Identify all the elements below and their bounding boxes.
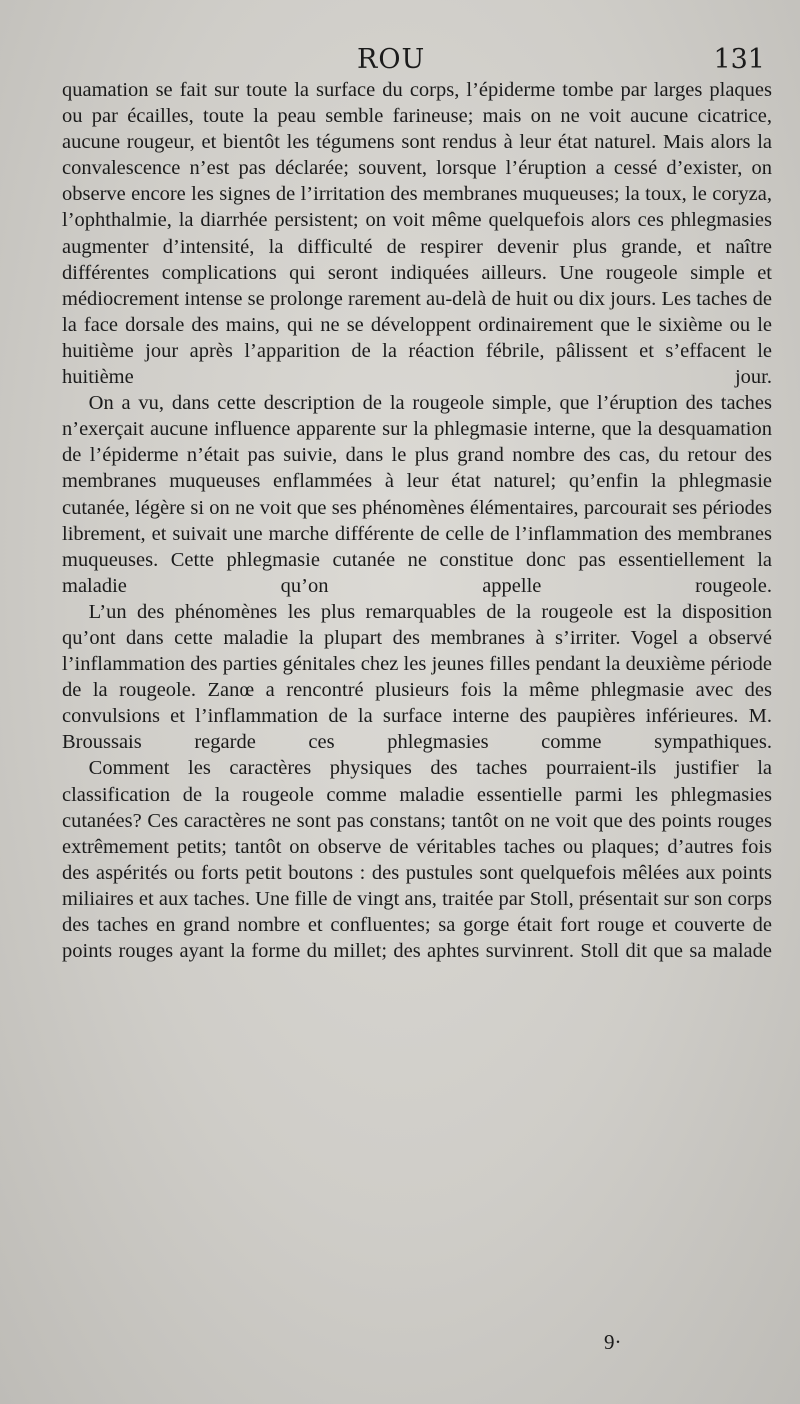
running-title: ROU xyxy=(357,44,426,75)
paragraph-description-summary: On a vu, dans cette description de la rougeole simple, que l’éruption des taches n’exerçait aucune influence apparente sur la phlegmasie interne, que la desquamation de l’épiderme n’était pas suivie, dans le plus grand nombre des cas, du retour des membranes muqueuses enflammées à leur état naturel; qu’enfin la phlegmasie cutanée, légère si on ne voit que ses phénomènes élémentaires, parcourait ses périodes librement, et suivait une marche différente de celle de l’inflammation des membranes muqueuses. Cette phlegmasie cutanée ne constitue donc pas essentiellement la maladie qu’on appelle rougeole. xyxy=(62,392,772,597)
running-head xyxy=(62,44,775,80)
body-text xyxy=(62,77,772,964)
page-number: 131 xyxy=(713,44,765,75)
signature-mark: 9· xyxy=(604,1330,622,1354)
paragraph-desquamation: quamation se fait sur toute la surface du corps, l’épiderme tombe par larges plaques ou par écailles, toute la peau semble farineuse; mais on ne voit aucune cicatrice, aucune rougeur, et bientôt les tégumens sont rendus à leur état naturel. Mais alors la convalescence n’est pas déclarée; souvent, lorsque l’éruption a cessé d’exister, on observe encore les signes de l’irritation des membranes muqueuses; la toux, le coryza, l’ophthalmie, la diarrhée persistent; on voit même quelquefois alors ces phlegmasies augmenter d’intensité, la difficulté de respirer devenir plus grande, et naître différentes complications qui seront indiquées ailleurs. Une rougeole simple et médiocrement intense se prolonge rarement au-delà de huit ou dix jours. Les taches de la face dorsale des mains, qui ne se développent ordinairement que le sixième ou le huitième jour après l’apparition de la réaction fébrile, pâlissent et s’effacent le huitième jour. xyxy=(62,79,772,389)
paragraph-irritation: L’un des phénomènes les plus remarquables de la rougeole est la disposition qu’ont dans cette maladie la plupart des membranes à s’irriter. Vogel a observé l’inflammation des parties génitales chez les jeunes filles pendant la deuxième période de la rougeole. Zanœ a rencontré plusieurs fois la même phlegmasie avec des convulsions et l’inflammation de la surface interne des paupières inférieures. M. Broussais regarde ces phlegmasies comme sympathiques. xyxy=(62,600,772,754)
paragraph-classification: Comment les caractères physiques des taches pourraient-ils justifier la classification de la rougeole comme maladie essentielle parmi les phlegmasies cutanées? Ces caractères ne sont pas constans; tantôt on ne voit que des points rouges extrêmement petits; tantôt on observe de véritables taches ou plaques; d’autres fois des aspérités ou forts petit boutons : des pustules sont quelquefois mêlées aux points miliaires et aux taches. Une fille de vingt ans, traitée par Stoll, présentait sur son corps des taches en grand nombre et confluentes; sa gorge était fort rouge et couverte de points rouges ayant la forme du millet; des aphtes survinrent. Stoll dit que sa malade xyxy=(62,757,772,963)
